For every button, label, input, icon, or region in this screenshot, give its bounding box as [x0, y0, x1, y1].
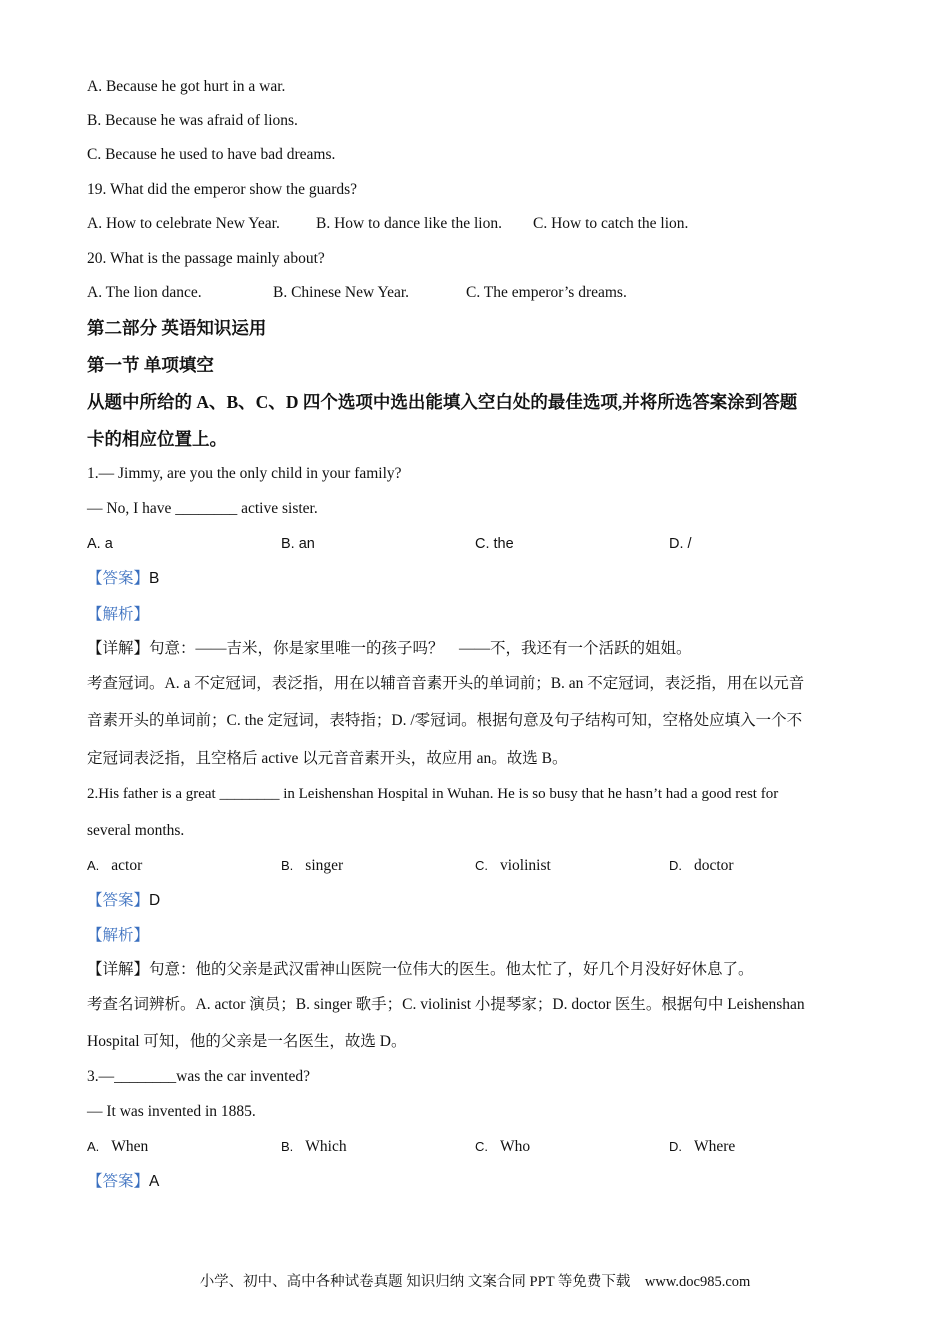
q1-line1: 1.— Jimmy, are you the only child in your family?	[87, 465, 402, 482]
q3-line1: 3.—________was the car invented?	[87, 1068, 310, 1085]
q3-answer	[87, 1172, 159, 1192]
q2-option-c-text: violinist	[500, 857, 551, 874]
q3-option-a-letter: A.	[87, 1139, 100, 1154]
q3-option-b-text: Which	[305, 1138, 347, 1155]
q2-analysis-label: 【解析】	[87, 927, 150, 944]
q3-option-a-text: When	[111, 1138, 149, 1155]
q2-option-b-text: singer	[305, 857, 344, 874]
q2-explain-2: Hospital 可知，他的父亲是一名医生，故选 D。	[87, 1033, 407, 1050]
q2-answer-value: D	[149, 892, 161, 909]
q3-option-d	[669, 1137, 735, 1157]
q2-option-c-letter: C.	[475, 858, 488, 873]
q19-stem: 19. What did the emperor show the guards?	[87, 181, 358, 198]
q18-option-c: C. Because he used to have bad dreams.	[87, 146, 336, 163]
answer-label: 【答案】	[87, 892, 150, 909]
q3-answer-value: A	[149, 1173, 160, 1190]
q20-option-b: B. Chinese New Year.	[273, 284, 410, 301]
q1-answer-value: B	[149, 570, 160, 587]
q3-option-d-text: Where	[694, 1138, 736, 1155]
q1-option-d: D. /	[669, 536, 692, 552]
q1-option-c: C. the	[475, 536, 514, 552]
q2-option-d-text: doctor	[694, 857, 734, 874]
q1-explain-1: 考查冠词。A. a 不定冠词，表泛指，用在以辅音音素开头的单词前；B. an 不定冠词，表泛指，用在以元音	[87, 675, 805, 692]
q2-answer	[87, 891, 160, 911]
q2-line2: several months.	[87, 822, 185, 839]
q2-option-c	[475, 856, 551, 876]
q1-line2: — No, I have ________ active sister.	[87, 500, 318, 517]
q19-option-b: B. How to dance like the lion.	[316, 215, 502, 232]
q3-option-b-letter: B.	[281, 1139, 294, 1154]
section-part-heading: 第二部分 英语知识运用	[87, 318, 267, 338]
q19-option-a: A. How to celebrate New Year.	[87, 215, 280, 232]
q1-option-a: A. a	[87, 536, 113, 552]
q3-line2: — It was invented in 1885.	[87, 1103, 256, 1120]
q2-option-d-letter: D.	[669, 858, 682, 873]
q1-option-b: B. an	[281, 536, 315, 552]
section-subsection-heading: 第一节 单项填空	[87, 355, 214, 375]
q2-explain-1: 考查名词辨析。A. actor 演员；B. singer 歌手；C. violinist 小提琴家；D. doctor 医生。根据句中 Leishenshan	[87, 996, 805, 1013]
q2-option-a-text: actor	[111, 857, 143, 874]
q3-option-a	[87, 1137, 148, 1157]
q18-option-b: B. Because he was afraid of lions.	[87, 112, 298, 129]
q3-option-c-letter: C.	[475, 1139, 488, 1154]
section-instruction-line2: 卡的相应位置上。	[87, 429, 227, 449]
q20-stem: 20. What is the passage mainly about?	[87, 250, 325, 267]
section-instruction-line1: 从题中所给的 A、B、C、D 四个选项中选出能填入空白处的最佳选项,并将所选答案涂到答题	[87, 392, 798, 412]
page-footer: 小学、初中、高中各种试卷真题 知识归纳 文案合同 PPT 等免费下载 www.doc985.com	[199, 1274, 751, 1290]
q2-line1: 2.His father is a great ________ in Leishenshan Hospital in Wuhan. He is so busy that he hasn’t had a good rest for	[87, 786, 779, 802]
q1-answer	[87, 569, 159, 589]
answer-label: 【答案】	[87, 570, 150, 587]
detail-label: 【详解】	[87, 640, 150, 657]
q2-detail	[87, 960, 754, 980]
q2-option-d	[669, 856, 734, 876]
q3-option-b	[281, 1137, 347, 1157]
q1-explain-3: 定冠词表泛指，且空格后 active 以元音音素开头，故应用 an。故选 B。	[87, 750, 568, 767]
answer-label: 【答案】	[87, 1173, 150, 1190]
q1-detail	[87, 639, 692, 659]
q2-option-b	[281, 856, 343, 876]
q20-option-c: C. The emperor’s dreams.	[466, 284, 627, 301]
q3-option-d-letter: D.	[669, 1139, 682, 1154]
q3-option-c-text: Who	[500, 1138, 531, 1155]
q1-detail-text: 句意：——吉米，你是家里唯一的孩子吗？ ——不，我还有一个活跃的姐姐。	[149, 640, 692, 657]
detail-label: 【详解】	[87, 961, 150, 978]
q2-option-b-letter: B.	[281, 858, 294, 873]
q2-detail-text: 句意：他的父亲是武汉雷神山医院一位伟大的医生。他太忙了，好几个月没好好休息了。	[149, 961, 754, 978]
q1-explain-2: 音素开头的单词前；C. the 定冠词，表特指；D. /零冠词。根据句意及句子结构可知，空格处应填入一个不	[87, 712, 803, 729]
q18-option-a: A. Because he got hurt in a war.	[87, 78, 286, 95]
q2-option-a-letter: A.	[87, 858, 100, 873]
q2-option-a	[87, 856, 142, 876]
q19-option-c: C. How to catch the lion.	[533, 215, 689, 232]
q1-analysis-label: 【解析】	[87, 606, 150, 623]
q20-option-a: A. The lion dance.	[87, 284, 202, 301]
q3-option-c	[475, 1137, 530, 1157]
